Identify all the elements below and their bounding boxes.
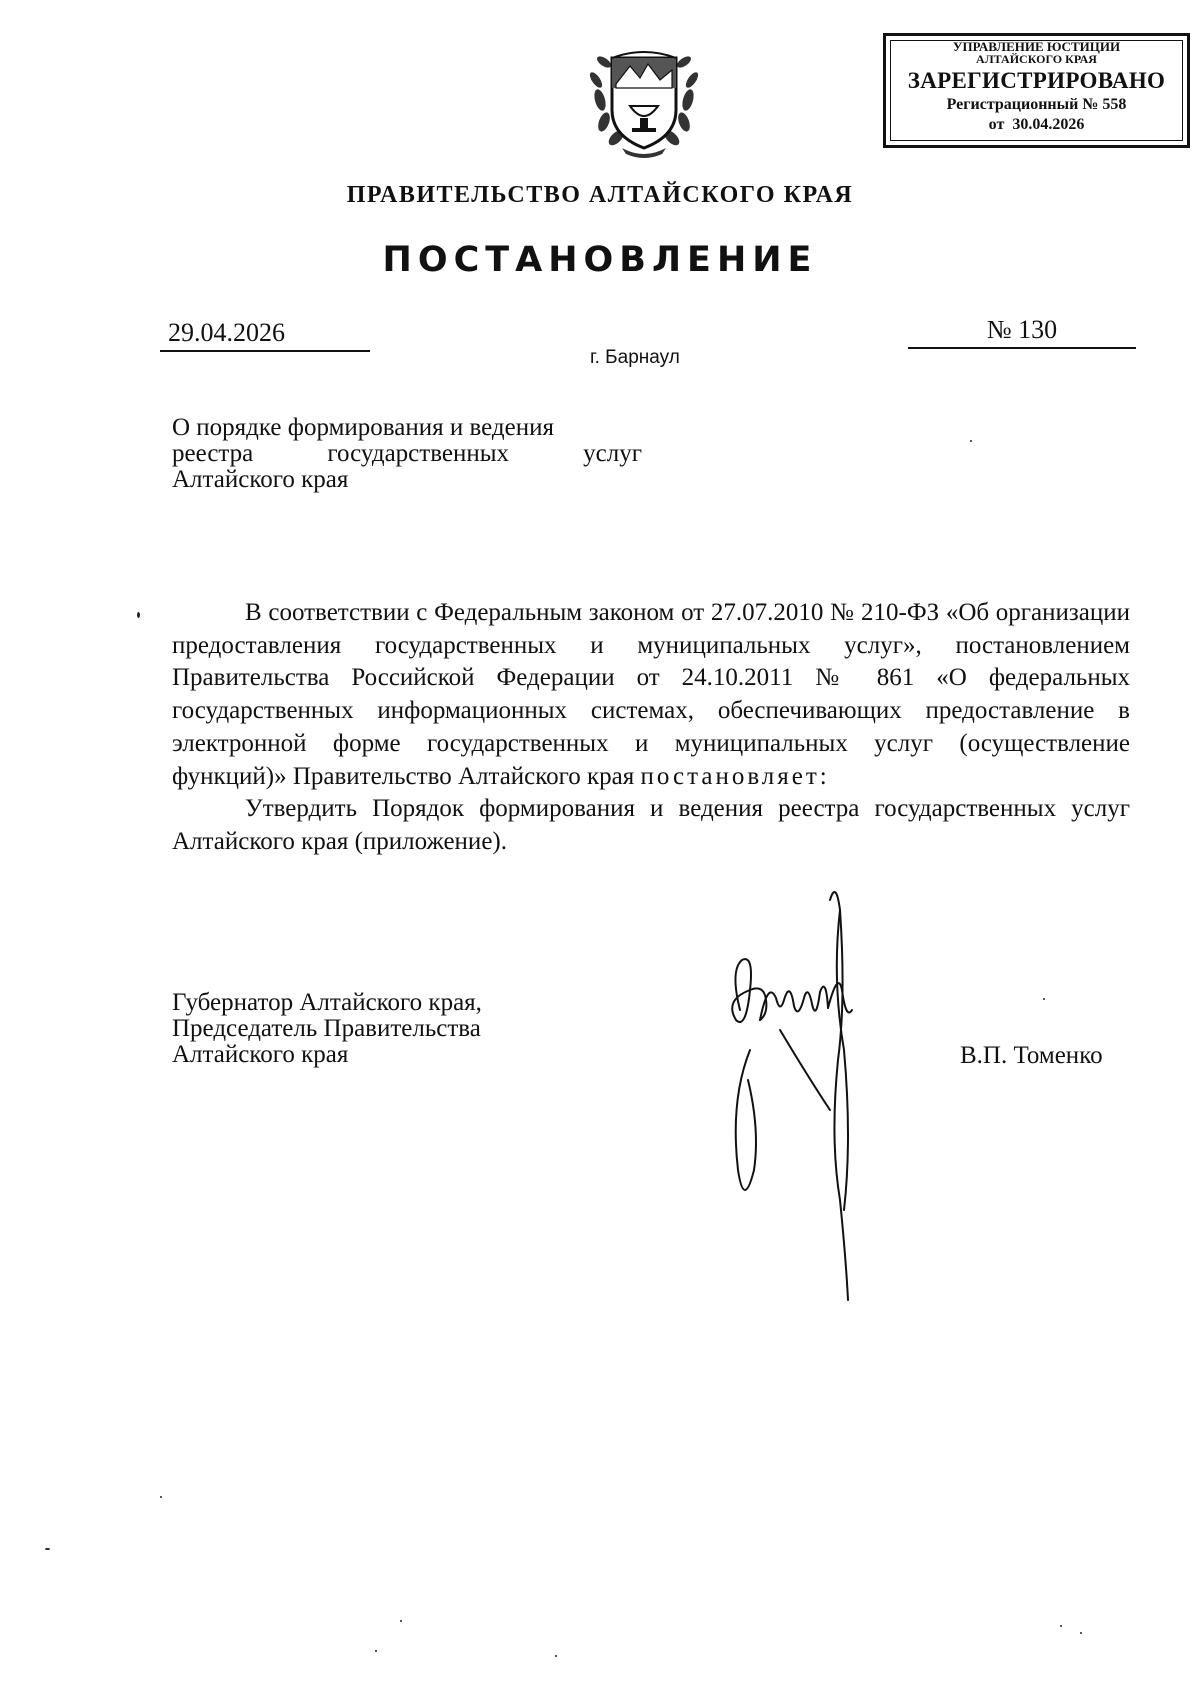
stamp-reg-date: от 30.04.2026 [988, 116, 1085, 133]
scan-speck [160, 1496, 162, 1498]
scan-speck [1080, 1632, 1082, 1634]
stamp-organization-line2: АЛТАЙСКОГО КРАЯ [976, 52, 1097, 66]
resolves-word: постановляет: [640, 762, 830, 790]
coat-of-arms-icon [582, 40, 706, 160]
scan-speck [555, 1655, 557, 1657]
subject-word: реестра [172, 440, 254, 467]
scan-speck [970, 440, 972, 442]
signatory-position [172, 990, 592, 1068]
preamble-text: В соответствии с Федеральным законом от 27.07.2010 № 210-ФЗ «Об организации предоставления государственных и муниципальных услуг», постановлением Правительства Российской Федерации от 24.10.2011 № 861 «О федеральных государственных информационных системах, обеспечивающих предоставление в электронной форме государственных и муниципальных услуг (осуществление функций)» Правительство Алтайского края [172, 599, 1130, 790]
document-body [172, 597, 1130, 859]
scan-speck [400, 1620, 402, 1622]
subject-line-1: О порядке формирования и ведения [172, 414, 554, 441]
subject-word: услуг [583, 440, 642, 467]
position-line: Алтайского края [172, 1041, 349, 1068]
signatory-name: В.П. Томенко [960, 1042, 1103, 1069]
government-name: ПРАВИТЕЛЬСТВО АЛТАЙСКОГО КРАЯ [346, 182, 854, 208]
subject-line-3: Алтайского края [172, 466, 349, 493]
stamp-reg-number: Регистрационный № 558 [946, 96, 1127, 113]
body-paragraph-resolution: Утвердить Порядок формирования и ведения реестра государственных услуг Алтайского края (приложение). [172, 795, 1130, 855]
scan-speck [1060, 1625, 1062, 1627]
scan-speck [375, 1650, 377, 1652]
registration-stamp [883, 33, 1190, 148]
stamp-status: ЗАРЕГИСТРИРОВАНО [907, 68, 1166, 93]
scan-speck [137, 612, 140, 618]
scan-speck [1043, 998, 1045, 1000]
scan-speck [45, 1548, 50, 1550]
position-line: Губернатор Алтайского края, [172, 989, 482, 1016]
document-city: г. Барнаул [590, 347, 680, 368]
subject-word: государственных [327, 440, 509, 467]
document-date: 29.04.2026 [160, 316, 370, 352]
body-paragraph-preamble [172, 597, 1130, 793]
handwritten-signature [720, 880, 900, 1310]
stamp-organization-line1: УПРАВЛЕНИЕ ЮСТИЦИИ [952, 39, 1121, 54]
document-type-title: ПОСТАНОВЛЕНИЕ [382, 240, 818, 280]
document-number: № 130 [908, 313, 1136, 349]
document-subject [172, 415, 642, 493]
stamp-inner-border [890, 40, 1183, 141]
subject-line-2 [172, 441, 642, 467]
position-line: Председатель Правительства [172, 1015, 481, 1042]
